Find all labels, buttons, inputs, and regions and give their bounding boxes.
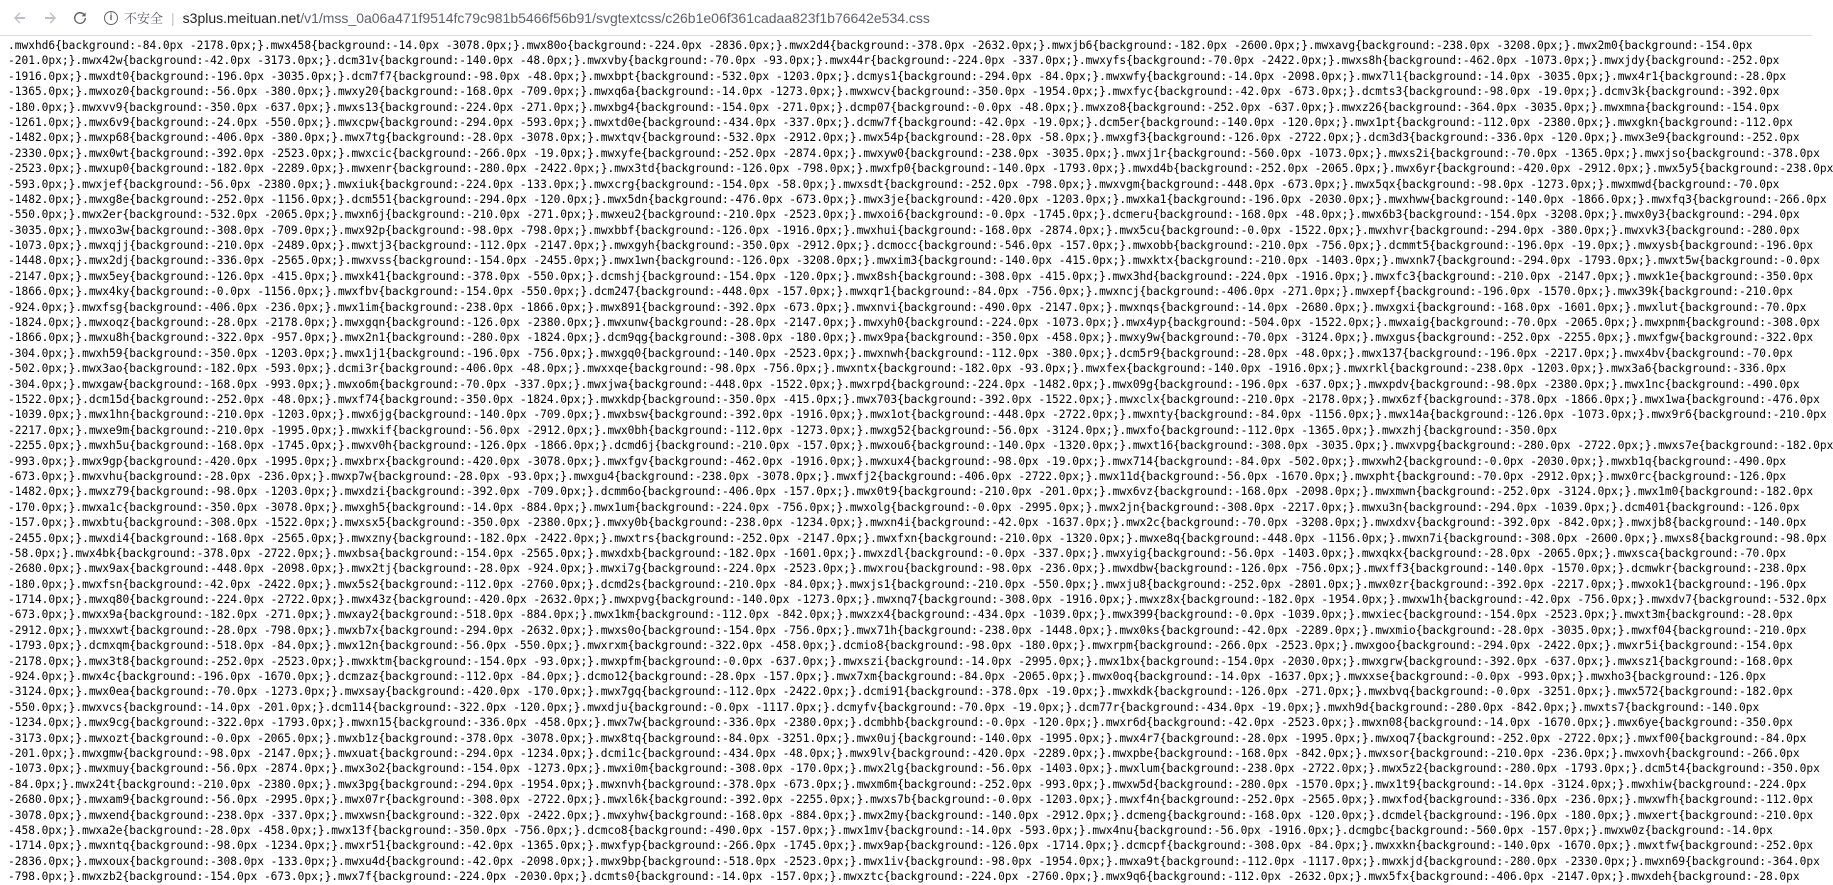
css-text-line: -2330.0px;}.mwx0wt{background:-392.0px -2523.0px;}.mwxcic{background:-266.0px -19.0px;}.mwxyfe{background:-252.0px -2874.0px;}.mwxyw0{background:-238.0px -3035.0px;}.mwxj1r{background:-560.0px -1073.0px;}.mwxs2i{background:-70.0px -1365.0px;}.mwxjso{background:-378.0px: [8, 146, 1820, 160]
css-text-line: -1714.0px;}.mwxntq{background:-98.0px -1234.0px;}.mwxr51{background:-42.0px -1365.0px;}.mwxfyp{background:-266.0px -1745.0px;}.mwx9ap{background:-126.0px -1714.0px;}.dcmcpf{background:-308.0px -84.0px;}.mwxxkn{background:-140.0px -1670.0px;}.mwxtfw{background:-252.0px: [8, 839, 1814, 853]
css-text-line: -180.0px;}.mwxfsn{background:-42.0px -2422.0px;}.mwx5s2{background:-112.0px -2760.0px;}.dcmd2s{background:-210.0px -84.0px;}.mwxjs1{background:-210.0px -550.0px;}.mwxju8{background:-252.0px -2801.0px;}.mwx0zr{background:-392.0px -2217.0px;}.mwxok1{background:-196.0px: [8, 577, 1807, 591]
css-text-line: -84.0px;}.mwx24t{background:-210.0px -2380.0px;}.mwx3pg{background:-294.0px -1954.0px;}.mwxnvh{background:-378.0px -673.0px;}.mwxm6m{background:-252.0px -993.0px;}.mwxw5d{background:-280.0px -1570.0px;}.mwx1t9{background:-14.0px -3124.0px;}.mwxhiw{background:-224.0px: [8, 777, 1807, 791]
css-text-line: -1916.0px;}.mwxdt0{background:-196.0px -3035.0px;}.dcm7f7{background:-98.0px -48.0px;}.mwxbpt{background:-532.0px -1203.0px;}.dcmys1{background:-294.0px -84.0px;}.mwxwfy{background:-14.0px -2098.0px;}.mwx7l1{background:-14.0px -3035.0px;}.mwx4r1{background:-28.0px: [8, 69, 1787, 83]
css-text-line: -3035.0px;}.mwxo3w{background:-308.0px -709.0px;}.mwx92p{background:-98.0px -798.0px;}.mwxbbf{background:-126.0px -1916.0px;}.mwxhui{background:-168.0px -2874.0px;}.mwx5cu{background:-0.0px -1522.0px;}.mwxhvr{background:-294.0px -380.0px;}.mwxvk3{background:-280.0px: [8, 223, 1800, 237]
info-icon[interactable]: i: [104, 11, 118, 25]
css-text-line: -157.0px;}.mwxbtu{background:-308.0px -1522.0px;}.mwxsx5{background:-350.0px -2380.0px;}.mwxy0b{background:-238.0px -1234.0px;}.mwxn4i{background:-42.0px -1637.0px;}.mwx2c{background:-70.0px -3208.0px;}.mwxdxv{background:-392.0px -842.0px;}.mwxjb8{background:-140.0px: [8, 516, 1807, 530]
css-text-line: -1039.0px;}.mwx1hn{background:-210.0px -1203.0px;}.mwx6jg{background:-140.0px -709.0px;}.mwxbsw{background:-392.0px -1916.0px;}.mwx1ot{background:-448.0px -2722.0px;}.mwxnty{background:-84.0px -1156.0px;}.mwx14a{background:-126.0px -1073.0px;}.mwx9r6{background:-210.0px: [8, 408, 1827, 422]
css-text-line: -2523.0px;}.mwxup0{background:-182.0px -2289.0px;}.mwxenr{background:-280.0px -2422.0px;}.mwx3td{background:-126.0px -798.0px;}.mwxfp0{background:-140.0px -1793.0px;}.mwxd4b{background:-252.0px -2065.0px;}.mwx6yr{background:-420.0px -2912.0px;}.mwx5y5{background:-238.0px: [8, 162, 1833, 176]
css-text-line: -1824.0px;}.mwxoqz{background:-28.0px -2178.0px;}.mwxgqn{background:-126.0px -2380.0px;}.mwxunw{background:-28.0px -2147.0px;}.mwxyh0{background:-224.0px -1073.0px;}.mwx4yp{background:-504.0px -1522.0px;}.mwxaig{background:-70.0px -2065.0px;}.mwxpnm{background:-308.0px: [8, 316, 1820, 330]
address-separator: |: [171, 9, 175, 26]
css-text-line: -993.0px;}.mwx9gp{background:-420.0px -1995.0px;}.mwxbrx{background:-420.0px -3078.0px;}.mwxfgv{background:-462.0px -1916.0px;}.mwxux4{background:-98.0px -19.0px;}.mwx714{background:-84.0px -502.0px;}.mwxwh2{background:-0.0px -2030.0px;}.mwxb1q{background:-490.0px: [8, 454, 1787, 468]
css-text-line: -58.0px;}.mwx4bk{background:-378.0px -2722.0px;}.mwxbsa{background:-154.0px -2565.0px;}.mwxdxb{background:-182.0px -1601.0px;}.mwxzdl{background:-0.0px -337.0px;}.mwxyig{background:-56.0px -1403.0px;}.mwxqkx{background:-28.0px -2065.0px;}.mwxsca{background:-70.0px: [8, 546, 1787, 560]
css-text-line: -2147.0px;}.mwx5ey{background:-126.0px -415.0px;}.mwxk41{background:-378.0px -550.0px;}.dcmshj{background:-154.0px -120.0px;}.mwx8sh{background:-308.0px -415.0px;}.mwx3hd{background:-224.0px -1916.0px;}.mwxfc3{background:-210.0px -2147.0px;}.mwxk1e{background:-350.0px: [8, 269, 1814, 283]
css-text-line: -2178.0px;}.mwx3t8{background:-252.0px -2523.0px;}.mwxktm{background:-154.0px -93.0px;}.mwxpfm{background:-0.0px -637.0px;}.mwxszi{background:-14.0px -2995.0px;}.mwx1bx{background:-154.0px -2030.0px;}.mwxgrw{background:-392.0px -637.0px;}.mwxsz1{background:-168.0px: [8, 654, 1793, 668]
css-text-line: -2836.0px;}.mwxoux{background:-308.0px -133.0px;}.mwxu4d{background:-42.0px -2098.0px;}.mwx9bp{background:-518.0px -2523.0px;}.mwx1iv{background:-98.0px -1954.0px;}.mwxa9t{background:-112.0px -1117.0px;}.mwxkjd{background:-280.0px -2330.0px;}.mwxn69{background:-364.0px: [8, 854, 1820, 868]
css-text-line: -2680.0px;}.mwxam9{background:-56.0px -2995.0px;}.mwx07r{background:-308.0px -2722.0px;}.mwxl6k{background:-392.0px -2255.0px;}.mwxs7b{background:-0.0px -1203.0px;}.mwxf4n{background:-252.0px -2565.0px;}.mwxfod{background:-336.0px -236.0px;}.mwxwfh{background:-112.0px: [8, 793, 1814, 807]
css-text-line: -1365.0px;}.mwxoz0{background:-56.0px -380.0px;}.mwxy20{background:-168.0px -709.0px;}.mwxq6a{background:-14.0px -1273.0px;}.mwxwcv{background:-350.0px -1954.0px;}.mwxfyc{background:-42.0px -673.0px;}.dcmts3{background:-98.0px -19.0px;}.dcmv3k{background:-392.0px: [8, 85, 1780, 99]
css-text-line: -550.0px;}.mwx2er{background:-532.0px -2065.0px;}.mwxn6j{background:-210.0px -271.0px;}.mwxeu2{background:-210.0px -2523.0px;}.mwxoi6{background:-0.0px -1745.0px;}.dcmeru{background:-168.0px -48.0px;}.mwx6b3{background:-154.0px -3208.0px;}.mwx0y3{background:-294.0px: [8, 208, 1800, 222]
css-text-line: -1714.0px;}.mwxq80{background:-224.0px -2722.0px;}.mwx43z{background:-420.0px -2632.0px;}.mwxpvg{background:-140.0px -1273.0px;}.mwxnq7{background:-308.0px -1916.0px;}.mwxz8x{background:-182.0px -1954.0px;}.mwxw1h{background:-42.0px -756.0px;}.mwxdv7{background:-532.0px: [8, 593, 1827, 607]
security-label[interactable]: 不安全: [124, 11, 164, 26]
css-text-line: -2680.0px;}.mwx9ax{background:-448.0px -2098.0px;}.mwx2tj{background:-28.0px -924.0px;}.mwxi7g{background:-224.0px -2523.0px;}.mwxrou{background:-98.0px -236.0px;}.mwxdbw{background:-126.0px -756.0px;}.mwxff3{background:-140.0px -1570.0px;}.dcmwkr{background:-238.0px: [8, 562, 1807, 576]
browser-toolbar: [0, 0, 1812, 36]
css-text-line: -304.0px;}.mwxh59{background:-350.0px -1203.0px;}.mwx1j1{background:-196.0px -756.0px;}.mwxgq0{background:-140.0px -2523.0px;}.mwxnwh{background:-112.0px -380.0px;}.dcm5r9{background:-28.0px -48.0px;}.mwx137{background:-196.0px -2217.0px;}.mwx4bv{background:-70.0px: [8, 346, 1793, 360]
url-path[interactable]: /v1/mss_0a06a471f9514fc79c981b5466f56b91/svgtextcss/c26b1e06f361cadaa823f1b76642e534.css: [300, 9, 930, 26]
url-host[interactable]: s3plus.meituan.net: [182, 9, 301, 26]
css-text-line: -1448.0px;}.mwx2dj{background:-336.0px -2565.0px;}.mwxvss{background:-154.0px -2455.0px;}.mwx1wn{background:-126.0px -3208.0px;}.mwxim3{background:-140.0px -415.0px;}.mwxktx{background:-210.0px -1403.0px;}.mwxnk7{background:-294.0px -1793.0px;}.mwxt5w{background:-0.0px: [8, 254, 1820, 268]
back-button[interactable]: [6, 4, 34, 32]
css-text-line: -3078.0px;}.mwxend{background:-238.0px -337.0px;}.mwxwsn{background:-322.0px -2422.0px;}.mwxyhw{background:-168.0px -884.0px;}.mwx2my{background:-140.0px -2912.0px;}.dcmeng{background:-168.0px -120.0px;}.dcmdel{background:-196.0px -180.0px;}.mwxert{background:-210.0px: [8, 808, 1814, 822]
css-text-line: -1073.0px;}.mwxqjj{background:-210.0px -2489.0px;}.mwxtj3{background:-112.0px -2147.0px;}.mwxgyh{background:-350.0px -2912.0px;}.dcmocc{background:-546.0px -157.0px;}.mwxobb{background:-210.0px -756.0px;}.dcmmt5{background:-196.0px -19.0px;}.mwxysb{background:-196.0px: [8, 239, 1814, 253]
css-text-line: -1866.0px;}.mwx4ky{background:-0.0px -1156.0px;}.mwxfbv{background:-154.0px -550.0px;}.dcm247{background:-448.0px -157.0px;}.mwxqr1{background:-84.0px -756.0px;}.mwxncj{background:-406.0px -271.0px;}.mwxepf{background:-196.0px -1570.0px;}.mwx39k{background:-210.0px: [8, 285, 1793, 299]
address-bar[interactable]: [104, 4, 930, 32]
css-text-line: -1234.0px;}.mwx9cg{background:-322.0px -1793.0px;}.mwxn15{background:-336.0px -458.0px;}.mwx7w{background:-336.0px -2380.0px;}.dcmbhb{background:-0.0px -120.0px;}.mwxr6d{background:-42.0px -2523.0px;}.mwxn08{background:-14.0px -1670.0px;}.mwx6ye{background:-350.0px: [8, 716, 1793, 730]
css-text-line: .mwxhd6{background:-84.0px -2178.0px;}.mwx458{background:-14.0px -3078.0px;}.mwx80o{background:-224.0px -2836.0px;}.mwx2d4{background:-378.0px -2632.0px;}.mwxjb6{background:-182.0px -2600.0px;}.mwxavg{background:-238.0px -3208.0px;}.mwx2m0{background:-154.0px: [8, 39, 1753, 52]
css-text-line: -458.0px;}.mwxa2e{background:-28.0px -458.0px;}.mwx13f{background:-350.0px -756.0px;}.dcmco8{background:-490.0px -157.0px;}.mwx1mv{background:-14.0px -593.0px;}.mwx4nu{background:-56.0px -1916.0px;}.dcmgbc{background:-560.0px -157.0px;}.mwxw0z{background:-14.0px: [8, 823, 1773, 837]
css-text-line: -1482.0px;}.mwxz79{background:-98.0px -1203.0px;}.mwxdzi{background:-392.0px -709.0px;}.dcmm6o{background:-406.0px -157.0px;}.mwx0t9{background:-210.0px -201.0px;}.mwx6vz{background:-168.0px -2098.0px;}.mwxmwn{background:-252.0px -3124.0px;}.mwx1m0{background:-182.0px: [8, 485, 1814, 499]
css-text-line: -1482.0px;}.mwxp68{background:-406.0px -380.0px;}.mwx7tg{background:-28.0px -3078.0px;}.mwxtqv{background:-532.0px -2912.0px;}.mwx54p{background:-28.0px -58.0px;}.mwxgf3{background:-126.0px -2722.0px;}.dcm3d3{background:-336.0px -120.0px;}.mwx3e9{background:-252.0px: [8, 131, 1800, 145]
css-text-line: -1261.0px;}.mwx6v9{background:-24.0px -550.0px;}.mwxcpw{background:-294.0px -593.0px;}.mwxtd0e{background:-434.0px -337.0px;}.dcmw7f{background:-42.0px -19.0px;}.dcm5er{background:-140.0px -120.0px;}.mwx1pt{background:-112.0px -2380.0px;}.mwxgkn{background:-112.0px: [8, 115, 1793, 129]
reload-button[interactable]: [66, 4, 94, 32]
css-text-line: -502.0px;}.mwx3ao{background:-182.0px -593.0px;}.dcmi3r{background:-406.0px -48.0px;}.mwxxqe{background:-98.0px -756.0px;}.mwxntx{background:-182.0px -93.0px;}.mwxfex{background:-140.0px -1916.0px;}.mwxrkl{background:-238.0px -1203.0px;}.mwx3a6{background:-336.0px: [8, 362, 1787, 376]
css-text-line: -2217.0px;}.mwxe9m{background:-210.0px -1995.0px;}.mwxkif{background:-56.0px -2912.0px;}.mwx0bh{background:-112.0px -1273.0px;}.mwxg52{background:-56.0px -3124.0px;}.mwxfo{background:-112.0px -1365.0px;}.mwxzhj{background:-350.0px: [8, 423, 1558, 437]
css-text-line: -180.0px;}.mwxvv9{background:-350.0px -637.0px;}.mwxs13{background:-224.0px -271.0px;}.mwxbg4{background:-154.0px -271.0px;}.dcmp07{background:-0.0px -48.0px;}.mwxzo8{background:-252.0px -637.0px;}.mwxz26{background:-364.0px -3035.0px;}.mwxmna{background:-154.0px: [8, 100, 1780, 114]
css-text-line: -924.0px;}.mwxfsg{background:-406.0px -236.0px;}.mwx1im{background:-238.0px -1866.0px;}.mwx891{background:-392.0px -673.0px;}.mwxnvi{background:-490.0px -2147.0px;}.mwxnqs{background:-14.0px -2680.0px;}.mwxgxi{background:-168.0px -1601.0px;}.mwxlut{background:-70.0px: [8, 300, 1807, 314]
css-text-line: -3173.0px;}.mwxozt{background:-0.0px -2065.0px;}.mwxb1z{background:-378.0px -3078.0px;}.mwx8tq{background:-84.0px -3251.0px;}.mwx0uj{background:-140.0px -1995.0px;}.mwx4r7{background:-28.0px -1995.0px;}.mwxoq7{background:-252.0px -2722.0px;}.mwxf00{background:-84.0px: [8, 731, 1807, 745]
css-text-line: -3124.0px;}.mwx0ea{background:-70.0px -1273.0px;}.mwxsay{background:-420.0px -170.0px;}.mwx7gq{background:-112.0px -2422.0px;}.dcmi91{background:-378.0px -19.0px;}.mwxkdk{background:-126.0px -271.0px;}.mwxbvq{background:-0.0px -3251.0px;}.mwx572{background:-182.0px: [8, 685, 1793, 699]
css-text-line: -1073.0px;}.mwxmuy{background:-56.0px -2874.0px;}.mwx3o2{background:-154.0px -1273.0px;}.mwxi0m{background:-308.0px -170.0px;}.mwx2lg{background:-56.0px -1403.0px;}.mwxlum{background:-238.0px -2722.0px;}.mwx5z2{background:-280.0px -1793.0px;}.dcm5t4{background:-350.0px: [8, 762, 1820, 776]
css-text-line: -1522.0px;}.dcm15d{background:-252.0px -48.0px;}.mwxf74{background:-350.0px -1824.0px;}.mwxkdp{background:-350.0px -415.0px;}.mwx703{background:-392.0px -1522.0px;}.mwxclx{background:-210.0px -2178.0px;}.mwx6zf{background:-378.0px -1866.0px;}.mwx1wa{background:-476.0px: [8, 392, 1820, 406]
css-text-line: -2455.0px;}.mwxdi4{background:-168.0px -2565.0px;}.mwxzny{background:-182.0px -2422.0px;}.mwxtrs{background:-252.0px -2147.0px;}.mwxfxn{background:-210.0px -1320.0px;}.mwxe8q{background:-448.0px -1156.0px;}.mwxn7i{background:-308.0px -2600.0px;}.mwxs8{background:-98.0px: [8, 531, 1827, 545]
css-text-line: -2255.0px;}.mwxh5u{background:-168.0px -1745.0px;}.mwxv0h{background:-126.0px -1866.0px;}.dcmd6j{background:-210.0px -157.0px;}.mwxou6{background:-140.0px -1320.0px;}.mwxt16{background:-308.0px -3035.0px;}.mwxvpg{background:-280.0px -2722.0px;}.mwxs7e{background:-182.0px: [8, 439, 1833, 453]
back-icon: [12, 10, 28, 26]
css-text-line: -170.0px;}.mwxa1c{background:-350.0px -3078.0px;}.mwxgh5{background:-14.0px -884.0px;}.mwx1um{background:-224.0px -756.0px;}.mwxolg{background:-0.0px -2995.0px;}.mwx2jn{background:-308.0px -2217.0px;}.mwxu3n{background:-294.0px -1039.0px;}.dcm401{background:-126.0px: [8, 500, 1800, 514]
css-text-line: -798.0px;}.mwxzb2{background:-154.0px -673.0px;}.mwx7f{background:-224.0px -2030.0px;}.dcmts0{background:-14.0px -157.0px;}.mwxztc{background:-224.0px -2760.0px;}.mwx9q6{background:-112.0px -2632.0px;}.mwx5fx{background:-406.0px -2147.0px;}.mwxdeh{background:-28.0px: [8, 870, 1800, 884]
css-text-line: -1793.0px;}.dcmxqm{background:-518.0px -84.0px;}.mwx12n{background:-56.0px -550.0px;}.mwxrxm{background:-322.0px -458.0px;}.dcmio8{background:-98.0px -180.0px;}.mwxrpm{background:-266.0px -2523.0px;}.mwxgoo{background:-294.0px -2422.0px;}.mwxr5i{background:-154.0px: [8, 639, 1793, 653]
css-text-line: -2912.0px;}.mwxxwt{background:-28.0px -798.0px;}.mwxb7x{background:-294.0px -2632.0px;}.mwxs0o{background:-154.0px -756.0px;}.mwx71h{background:-238.0px -1448.0px;}.mwx0ks{background:-42.0px -2289.0px;}.mwxmio{background:-28.0px -3035.0px;}.mwxf04{background:-210.0px: [8, 623, 1807, 637]
css-text-line: -550.0px;}.mwxvcs{background:-14.0px -201.0px;}.dcm114{background:-322.0px -120.0px;}.mwxdju{background:-0.0px -1117.0px;}.dcmyfv{background:-70.0px -19.0px;}.dcm77r{background:-434.0px -19.0px;}.mwxh9d{background:-280.0px -842.0px;}.mwxts7{background:-140.0px: [8, 700, 1760, 714]
css-text-line: -1482.0px;}.mwxg8e{background:-252.0px -1156.0px;}.dcm551{background:-294.0px -120.0px;}.mwx5dn{background:-476.0px -673.0px;}.mwx3je{background:-420.0px -1203.0px;}.mwxka1{background:-196.0px -2030.0px;}.mwxhww{background:-140.0px -1866.0px;}.mwxfq3{background:-266.0px: [8, 192, 1827, 206]
css-source-text: [0, 38, 1833, 884]
css-text-line: -201.0px;}.mwxgmw{background:-98.0px -2147.0px;}.mwxuat{background:-294.0px -1234.0px;}.dcmi1c{background:-434.0px -48.0px;}.mwx9lv{background:-420.0px -2289.0px;}.mwxpbe{background:-168.0px -842.0px;}.mwxsor{background:-210.0px -236.0px;}.mwxovh{background:-266.0px: [8, 746, 1800, 760]
css-text-line: -201.0px;}.mwx42w{background:-42.0px -3173.0px;}.dcm31v{background:-140.0px -48.0px;}.mwxvby{background:-70.0px -93.0px;}.mwx44r{background:-224.0px -337.0px;}.mwxyfs{background:-70.0px -2422.0px;}.mwxs8h{background:-462.0px -1073.0px;}.mwxjdy{background:-252.0px: [8, 54, 1780, 68]
forward-button[interactable]: [36, 4, 64, 32]
forward-icon: [42, 10, 58, 26]
reload-icon: [72, 10, 88, 26]
css-text-line: -304.0px;}.mwxgaw{background:-168.0px -993.0px;}.mwxo6m{background:-70.0px -337.0px;}.mwxjwa{background:-448.0px -1522.0px;}.mwxrpd{background:-224.0px -1482.0px;}.mwx09g{background:-196.0px -637.0px;}.mwxpdv{background:-98.0px -2380.0px;}.mwx1nc{background:-490.0px: [8, 377, 1800, 391]
css-text-line: -593.0px;}.mwxjef{background:-56.0px -2380.0px;}.mwxiuk{background:-224.0px -133.0px;}.mwxcrg{background:-154.0px -58.0px;}.mwxsdt{background:-252.0px -798.0px;}.mwxvgm{background:-448.0px -673.0px;}.mwx5qx{background:-98.0px -1273.0px;}.mwxmwd{background:-70.0px: [8, 177, 1780, 191]
css-text-line: -673.0px;}.mwxx9a{background:-182.0px -271.0px;}.mwxay2{background:-518.0px -884.0px;}.mwx1km{background:-112.0px -842.0px;}.mwxzx4{background:-434.0px -1039.0px;}.mwx399{background:-0.0px -1039.0px;}.mwxiec{background:-154.0px -2523.0px;}.mwxt3m{background:-28.0px: [8, 608, 1793, 622]
css-text-line: -1866.0px;}.mwxu8h{background:-322.0px -957.0px;}.mwx2n1{background:-280.0px -1824.0px;}.dcm9qg{background:-308.0px -180.0px;}.mwx9pa{background:-350.0px -458.0px;}.mwxy9w{background:-70.0px -3124.0px;}.mwxgus{background:-252.0px -2255.0px;}.mwxfgw{background:-322.0px: [8, 331, 1814, 345]
css-text-line: -673.0px;}.mwxvhu{background:-28.0px -236.0px;}.mwxp7w{background:-28.0px -93.0px;}.mwxgu4{background:-238.0px -3078.0px;}.mwxfj2{background:-406.0px -2722.0px;}.mwx11d{background:-56.0px -1670.0px;}.mwxpht{background:-70.0px -2912.0px;}.mwx0rc{background:-126.0px: [8, 469, 1787, 483]
css-text-line: -924.0px;}.mwx4c{background:-196.0px -1670.0px;}.dcmzaz{background:-112.0px -84.0px;}.dcmo12{background:-28.0px -157.0px;}.mwx7xm{background:-84.0px -2065.0px;}.mwx0oq{background:-14.0px -1637.0px;}.mwxxse{background:-0.0px -993.0px;}.mwxho3{background:-126.0px: [8, 670, 1766, 684]
